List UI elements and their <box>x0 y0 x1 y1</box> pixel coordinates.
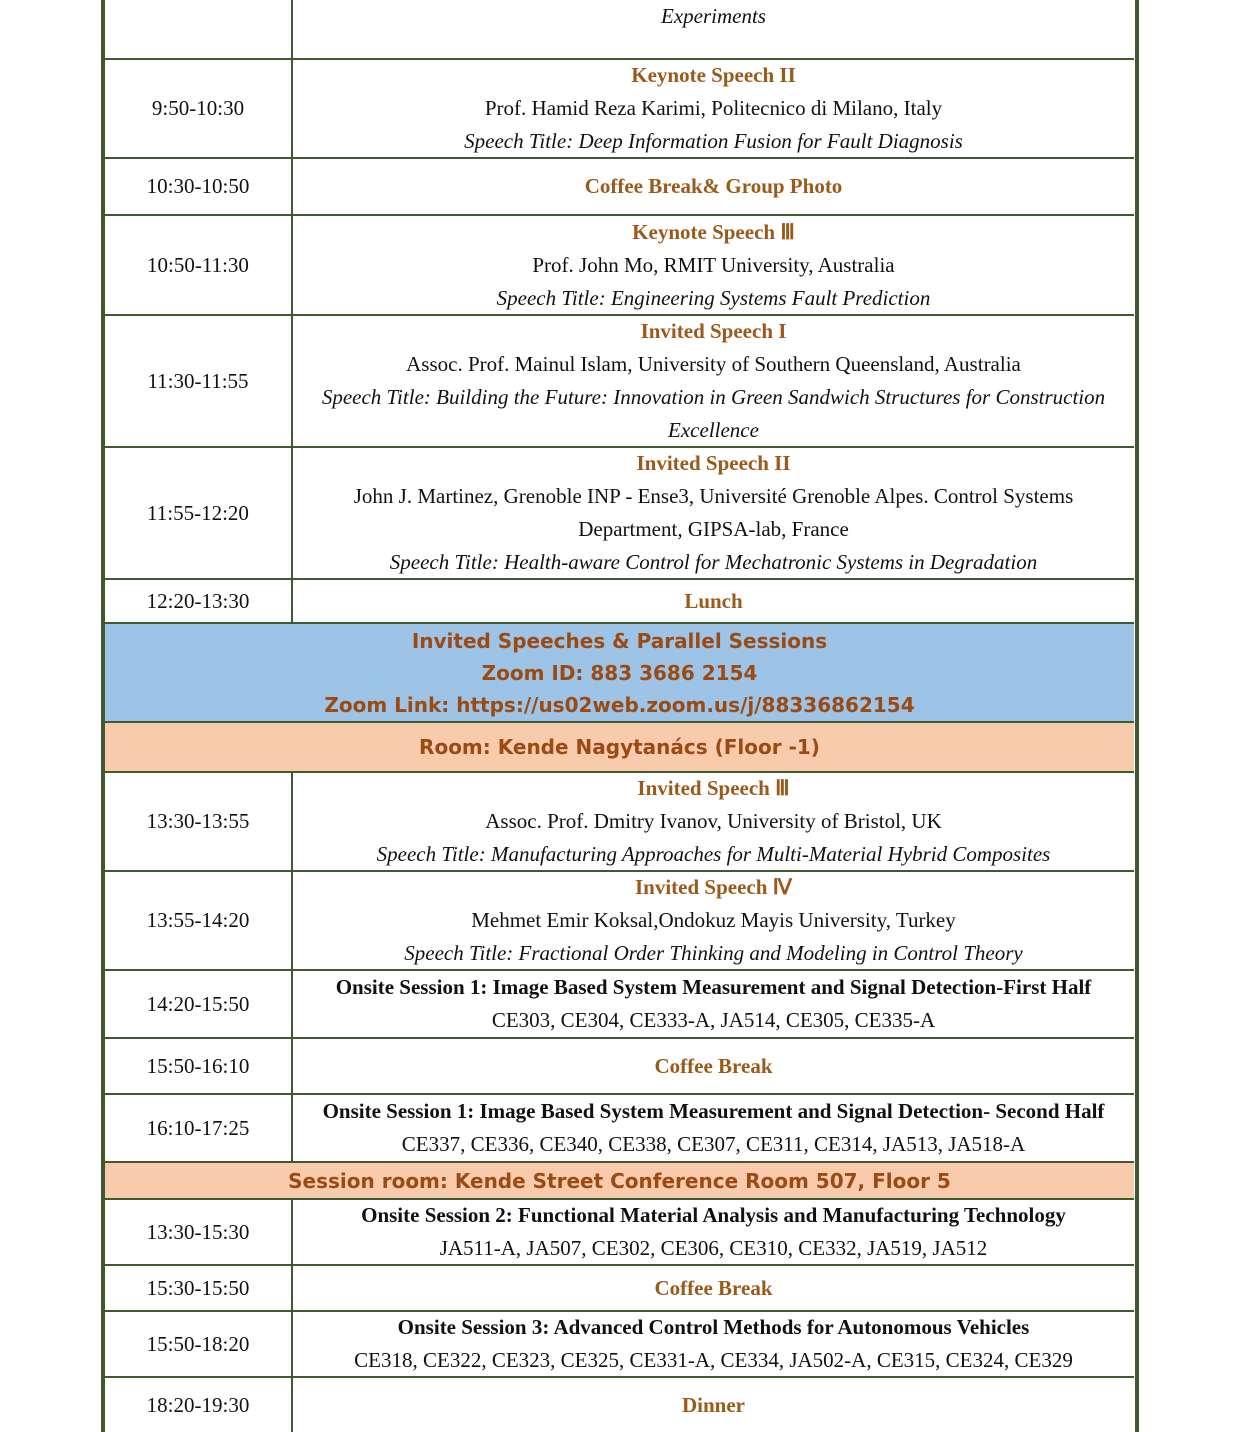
speech-title: Invited Speech II <box>636 451 791 475</box>
content-cell <box>293 580 1134 622</box>
content-cell <box>293 971 1134 1037</box>
content-cell <box>293 773 1134 870</box>
break-label: Coffee Break <box>654 1053 773 1078</box>
speech-title: Keynote Speech Ⅲ <box>632 219 795 244</box>
speech-title: Keynote Speech II <box>631 63 796 87</box>
content-cell <box>293 1200 1134 1264</box>
speaker: Assoc. Prof. Mainul Islam, University of Southern Queensland, Australia <box>406 352 1021 376</box>
content-cell <box>293 159 1134 214</box>
session-title: Onsite Session 3: Advanced Control Methods for Autonomous Vehicles <box>397 1315 1030 1339</box>
content-cell <box>293 1039 1134 1093</box>
dinner-label: Dinner <box>682 1392 745 1417</box>
time-cell: 14:20-15:50 <box>105 971 293 1037</box>
table-row <box>105 1266 1134 1312</box>
break-label: Coffee Break <box>654 1275 773 1300</box>
time-cell: 15:50-18:20 <box>105 1312 293 1376</box>
table-row <box>105 159 1134 216</box>
time-cell: 13:30-15:30 <box>105 1200 293 1264</box>
zoom-band <box>105 624 1134 723</box>
room-band <box>105 1163 1134 1200</box>
time-cell <box>105 0 293 58</box>
session-title: Onsite Session 2: Functional Material Analysis and Manufacturing Technology <box>361 1203 1066 1227</box>
table-row <box>105 1378 1134 1432</box>
time-cell: 13:30-13:55 <box>105 773 293 870</box>
time-cell: 18:20-19:30 <box>105 1378 293 1432</box>
table-row <box>105 580 1134 624</box>
speech-topic: Speech Title: Deep Information Fusion for Fault Diagnosis <box>464 129 963 153</box>
speaker: Prof. Hamid Reza Karimi, Politecnico di Milano, Italy <box>484 96 943 120</box>
time-cell: 13:55-14:20 <box>105 872 293 969</box>
lunch-label: Lunch <box>684 588 743 613</box>
band-heading: Invited Speeches & Parallel Sessions <box>411 628 828 653</box>
content-cell <box>293 1095 1134 1161</box>
speaker: John J. Martinez, Grenoble INP - Ense3, Université Grenoble Alpes. Control Systems <box>353 484 1074 508</box>
room-label: Session room: Kende Street Conference Room 507, Floor 5 <box>288 1168 951 1193</box>
speech-title: Invited Speech I <box>640 319 787 343</box>
zoom-link[interactable]: Zoom Link: https://us02web.zoom.us/j/88336862154 <box>324 692 915 717</box>
content-cell <box>293 872 1134 969</box>
content-cell <box>293 216 1134 314</box>
table-row <box>105 971 1134 1039</box>
table-row <box>105 216 1134 316</box>
content-cell <box>293 60 1134 157</box>
time-cell: 10:30-10:50 <box>105 159 293 214</box>
table-row <box>105 0 1134 60</box>
paper-ids: JA511-A, JA507, CE302, CE306, CE310, CE332, JA519, JA512 <box>439 1236 988 1260</box>
room-band <box>105 723 1134 773</box>
speech-title: Invited Speech Ⅳ <box>634 875 793 899</box>
table-row <box>105 1039 1134 1095</box>
content-cell <box>293 316 1134 446</box>
table-row <box>105 1200 1134 1266</box>
table-row <box>105 1095 1134 1163</box>
table-row <box>105 872 1134 971</box>
content-cell <box>293 1312 1134 1376</box>
table-row <box>105 1312 1134 1378</box>
time-cell: 9:50-10:30 <box>105 60 293 157</box>
speech-topic: Speech Title: Building the Future: Innovation in Green Sandwich Structures for Construction <box>321 385 1106 409</box>
speech-topic-cont: Excellence <box>668 418 759 442</box>
time-cell: 15:30-15:50 <box>105 1266 293 1310</box>
paper-ids: CE303, CE304, CE333-A, JA514, CE305, CE335-A <box>491 1008 936 1032</box>
continued-text: Experiments <box>661 4 766 28</box>
paper-ids: CE337, CE336, CE340, CE338, CE307, CE311, CE314, JA513, JA518-A <box>401 1132 1026 1156</box>
time-cell: 12:20-13:30 <box>105 580 293 622</box>
paper-ids: CE318, CE322, CE323, CE325, CE331-A, CE334, JA502-A, CE315, CE324, CE329 <box>354 1348 1073 1372</box>
speech-topic: Speech Title: Manufacturing Approaches for Multi-Material Hybrid Composites <box>376 842 1051 866</box>
speaker: Prof. John Mo, RMIT University, Australia <box>532 252 895 277</box>
content-cell <box>293 0 1134 58</box>
speaker: Mehmet Emir Koksal,Ondokuz Mayis University, Turkey <box>471 908 956 932</box>
speech-topic: Speech Title: Fractional Order Thinking and Modeling in Control Theory <box>404 941 1023 965</box>
speaker: Assoc. Prof. Dmitry Ivanov, University of Bristol, UK <box>485 809 942 833</box>
content-cell <box>293 448 1134 578</box>
speech-topic: Speech Title: Health-aware Control for Mechatronic Systems in Degradation <box>389 550 1038 574</box>
zoom-id: Zoom ID: 883 3686 2154 <box>481 660 758 685</box>
table-row <box>105 60 1134 159</box>
time-cell: 10:50-11:30 <box>105 216 293 314</box>
time-cell: 11:55-12:20 <box>105 448 293 578</box>
table-row <box>105 773 1134 872</box>
time-cell: 15:50-16:10 <box>105 1039 293 1093</box>
speech-topic: Speech Title: Engineering Systems Fault Prediction <box>496 285 931 310</box>
session-title: Onsite Session 1: Image Based System Measurement and Signal Detection-First Half <box>335 975 1092 999</box>
session-title: Onsite Session 1: Image Based System Measurement and Signal Detection- Second Half <box>322 1099 1105 1123</box>
speech-title: Invited Speech Ⅲ <box>637 776 790 800</box>
time-cell: 16:10-17:25 <box>105 1095 293 1161</box>
break-label: Coffee Break& Group Photo <box>584 174 843 198</box>
speaker-cont: Department, GIPSA-lab, France <box>578 517 849 541</box>
table-row <box>105 448 1134 580</box>
content-cell <box>293 1266 1134 1310</box>
content-cell <box>293 1378 1134 1432</box>
time-cell: 11:30-11:55 <box>105 316 293 446</box>
room-label: Room: Kende Nagytanács (Floor -1) <box>419 735 820 759</box>
table-row <box>105 316 1134 448</box>
